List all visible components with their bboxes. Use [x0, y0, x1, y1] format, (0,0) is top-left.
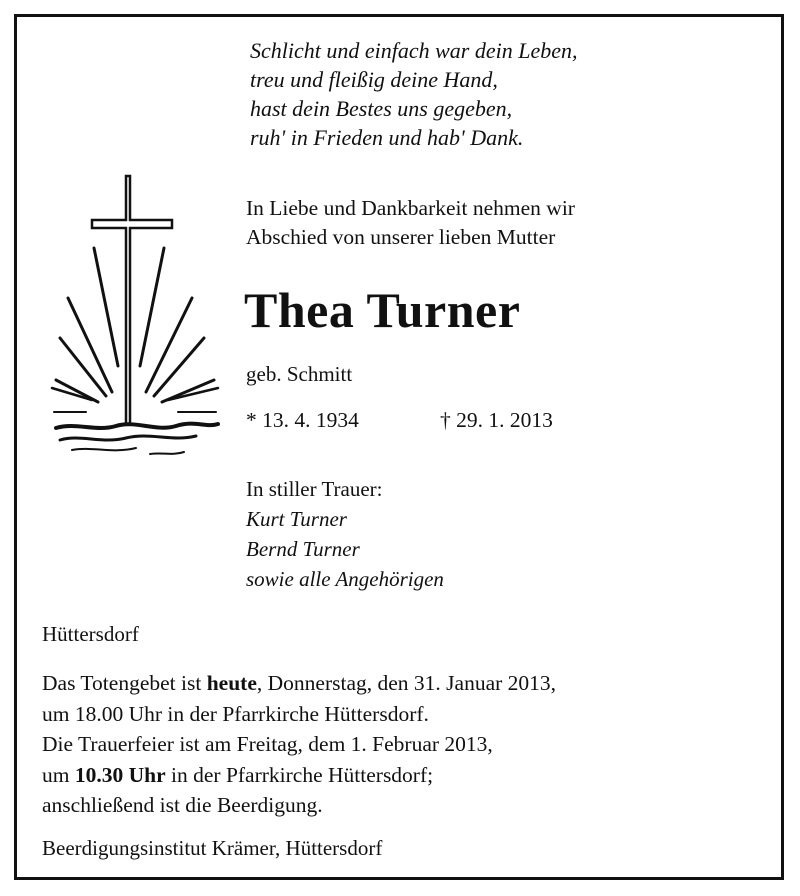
service-line: Die Trauerfeier ist am Freitag, dem 1. Februar 2013, — [42, 732, 493, 756]
life-dates — [246, 406, 553, 434]
poem-line: ruh' in Frieden und hab' Dank. — [250, 125, 524, 150]
cross-with-rays-icon — [46, 170, 224, 462]
birth-date: * 13. 4. 1934 — [246, 408, 359, 432]
service-text: in der Pfarrkirche Hüttersdorf; — [165, 762, 434, 787]
poem-line: treu und fleißig deine Hand, — [250, 67, 498, 92]
poem-line: Schlicht und einfach war dein Leben, — [250, 38, 578, 63]
mourner-name: Bernd Turner — [246, 537, 360, 561]
service-line — [42, 668, 556, 699]
service-emphasis: heute — [206, 671, 257, 695]
mourners-block — [246, 474, 444, 594]
service-text: , Donnerstag, den 31. Januar 2013, — [256, 671, 557, 695]
death-date: † 29. 1. 2013 — [440, 408, 553, 432]
service-emphasis: 10.30 Uhr — [74, 762, 166, 787]
service-line — [42, 760, 556, 791]
poem-line: hast dein Bestes uns gegeben, — [250, 96, 513, 121]
intro-line: In Liebe und Dankbarkeit nehmen wir — [246, 196, 575, 220]
intro-text — [246, 194, 575, 252]
service-line: anschließend ist die Beerdigung. — [42, 793, 323, 817]
place-name: Hüttersdorf — [42, 622, 139, 646]
intro-line: Abschied von unserer lieben Mutter — [246, 225, 556, 249]
memorial-poem — [250, 36, 578, 152]
undertaker: Beerdigungsinstitut Krämer, Hüttersdorf — [42, 836, 383, 860]
mourner-name: Kurt Turner — [246, 507, 347, 531]
maiden-name: geb. Schmitt — [246, 362, 353, 386]
deceased-name: Thea Turner — [244, 282, 521, 338]
mourner-name: sowie alle Angehörigen — [246, 567, 444, 591]
service-details — [42, 668, 556, 821]
service-text: um — [42, 762, 75, 787]
mourners-heading: In stiller Trauer: — [246, 477, 383, 501]
service-line: um 18.00 Uhr in der Pfarrkirche Hüttersdorf. — [42, 701, 429, 726]
service-text: Das Totengebet ist — [42, 671, 207, 695]
